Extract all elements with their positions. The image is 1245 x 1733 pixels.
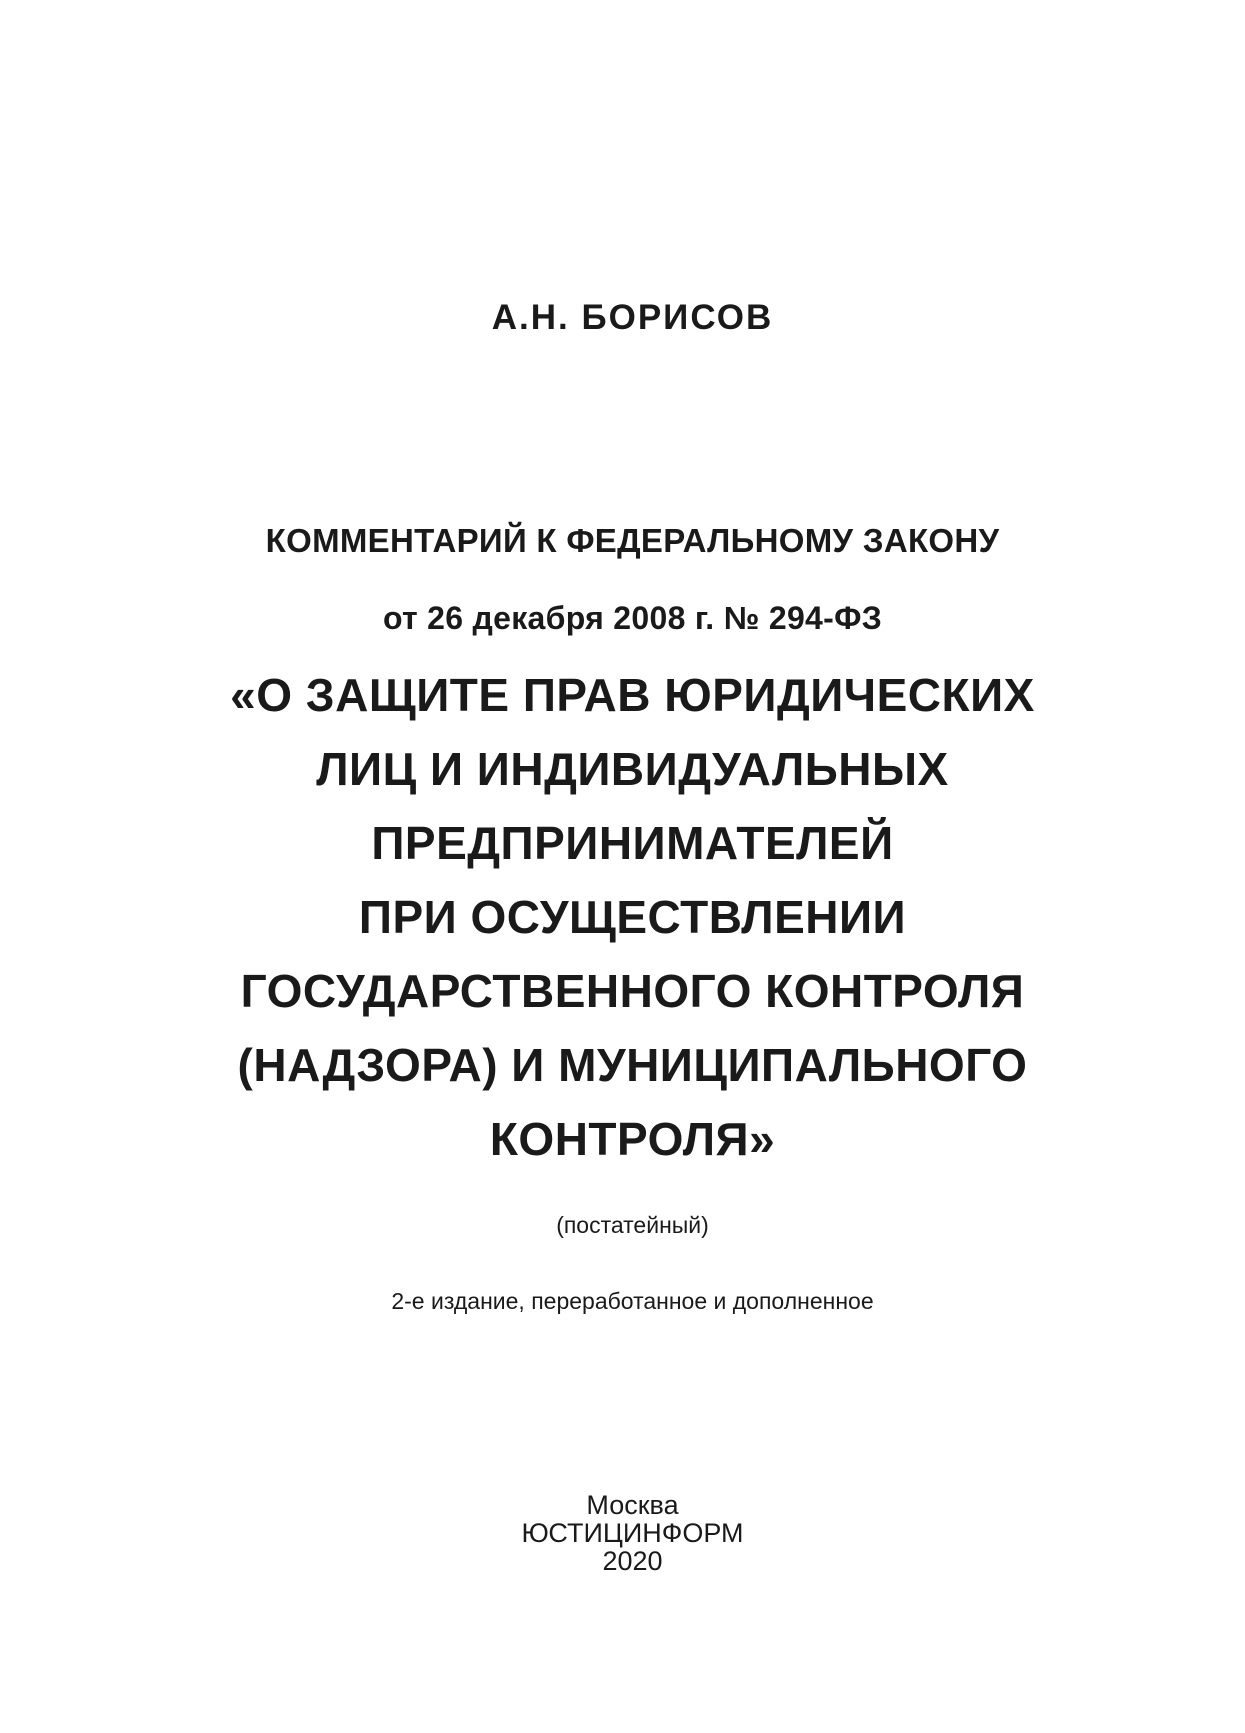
law-title-line: (НАДЗОРА) И МУНИЦИПАЛЬНОГО: [237, 1039, 1028, 1091]
law-title-line: ПРЕДПРИНИМАТЕЛЕЙ: [371, 817, 894, 869]
law-title: [0, 658, 1245, 1176]
law-title-line: «О ЗАЩИТЕ ПРАВ ЮРИДИЧЕСКИХ: [230, 669, 1035, 721]
law-title-line: КОНТРОЛЯ»: [489, 1113, 776, 1165]
commentary-type-note: (постатейный): [556, 1212, 709, 1238]
edition-note: 2-е издание, переработанное и дополненное: [391, 1288, 874, 1314]
law-title-line: ПРИ ОСУЩЕСТВЛЕНИИ: [358, 891, 907, 943]
imprint-publisher: ЮСТИЦИНФОРМ: [521, 1518, 744, 1548]
law-title-line: ЛИЦ И ИНДИВИДУАЛЬНЫХ: [316, 743, 949, 795]
imprint-city: Москва: [586, 1490, 679, 1520]
author-name: А.Н. БОРИСОВ: [491, 298, 774, 337]
law-reference: от 26 декабря 2008 г. № 294-ФЗ: [382, 600, 883, 636]
imprint-year: 2020: [602, 1546, 663, 1576]
document-subject: КОММЕНТАРИЙ К ФЕДЕРАЛЬНОМУ ЗАКОНУ: [265, 522, 1000, 559]
law-title-line: ГОСУДАРСТВЕННОГО КОНТРОЛЯ: [240, 965, 1025, 1017]
publisher-imprint: [0, 1491, 1245, 1575]
